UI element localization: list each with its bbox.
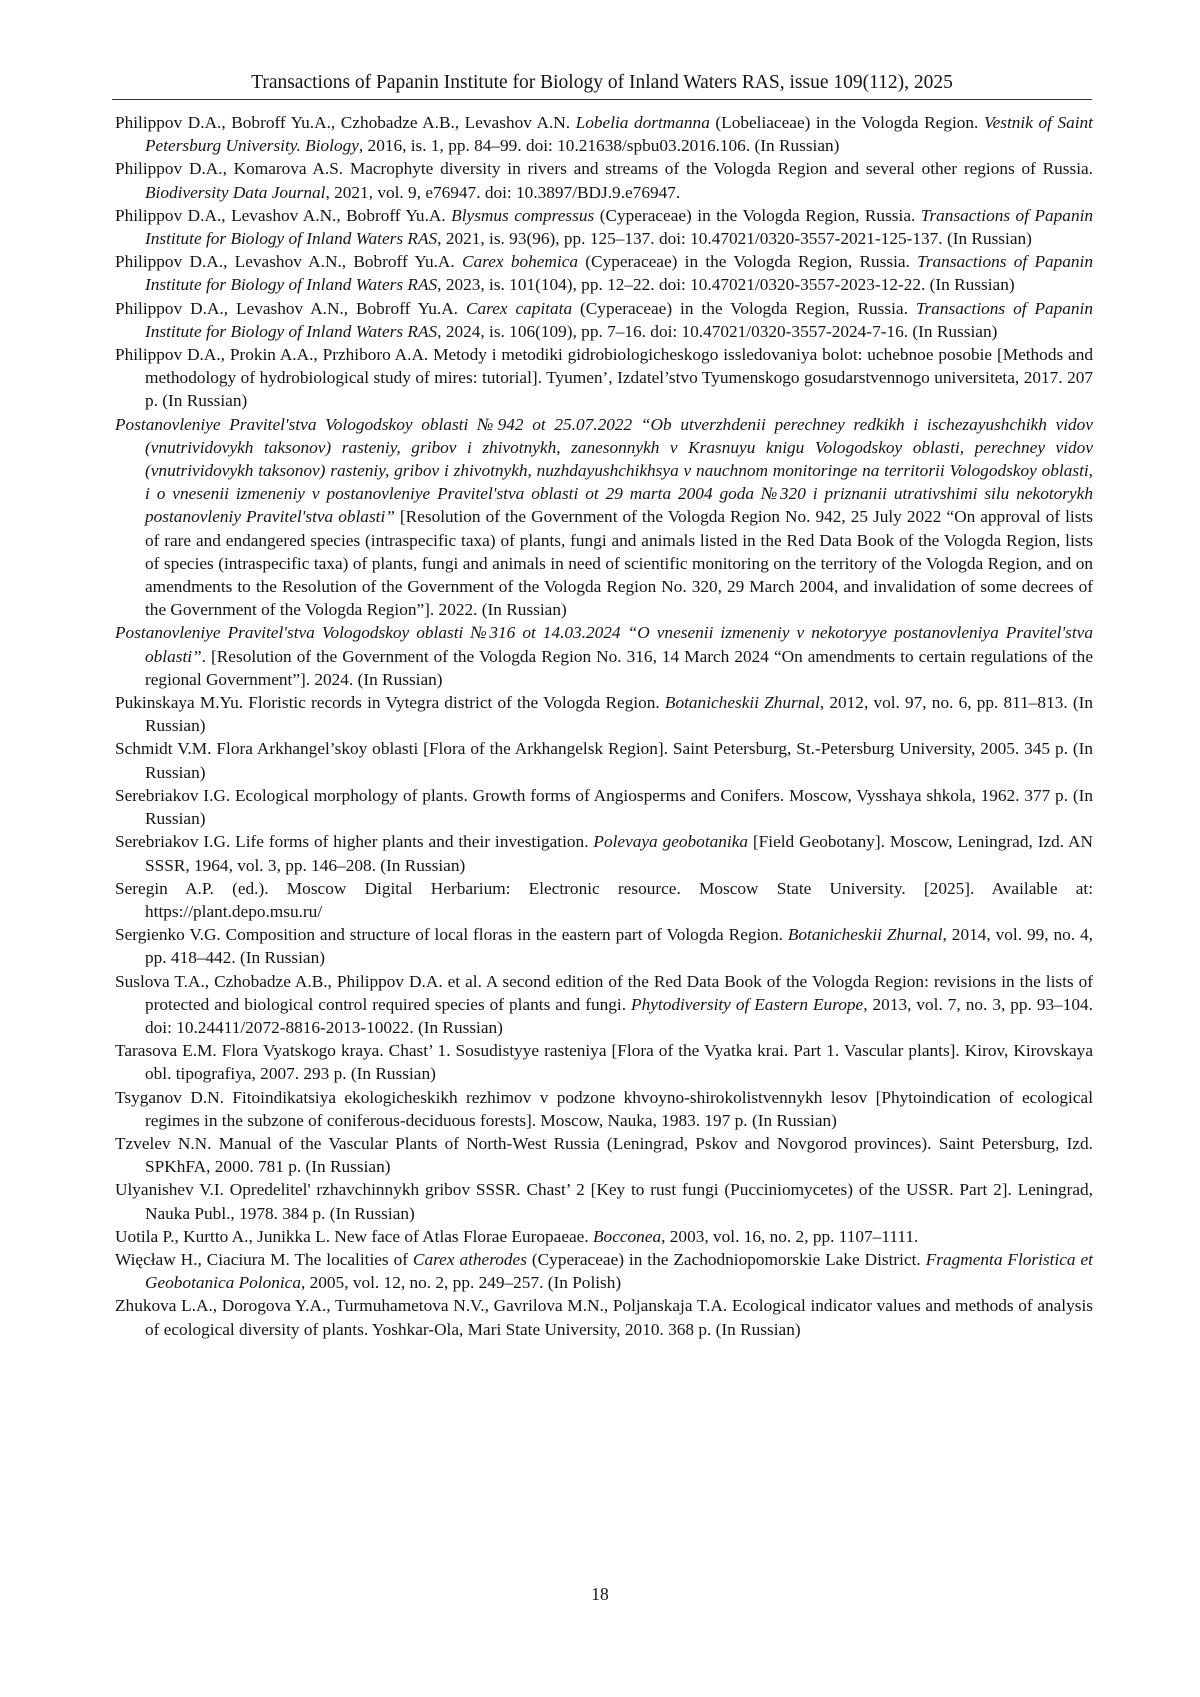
reference-text: Tarasova E.M. Flora Vyatskogo kraya. Chast’ 1. Sosudistyye rasteniya [Flora of the Vyatka krai. Part 1. Vascular plants]. Kirov, Kirovskaya obl. tipografiya, 2007. 293 p. (In Russian) bbox=[115, 1041, 1093, 1083]
reference-text: , 2016, is. 1, pp. 84–99. doi: 10.21638/spbu03.2016.106. (In Russian) bbox=[359, 136, 840, 155]
header-divider bbox=[112, 99, 1092, 100]
reference-italic-text: Biodiversity Data Journal bbox=[145, 183, 325, 202]
reference-text: , 2021, is. 93(96), pp. 125–137. doi: 10.47021/0320-3557-2021-125-137. (In Russian) bbox=[437, 229, 1032, 248]
reference-text: , 2021, vol. 9, e76947. doi: 10.3897/BDJ.9.e76947. bbox=[325, 183, 680, 202]
reference-text: Więcław H., Ciaciura M. The localities of bbox=[115, 1250, 413, 1269]
reference-text: Serebriakov I.G. Ecological morphology of plants. Growth forms of Angiosperms and Conifers. Moscow, Vysshaya shkola, 1962. 377 p. (In Russian) bbox=[115, 786, 1093, 828]
reference-entry bbox=[115, 413, 1093, 622]
reference-entry bbox=[115, 737, 1093, 783]
reference-text: Philippov D.A., Levashov A.N., Bobroff Yu.A. bbox=[115, 299, 466, 318]
reference-entry bbox=[115, 1039, 1093, 1085]
reference-text: Suslova T.A., Czhobadze A.B., Philippov D.A. et al. A second edition of the Red Data Book of the Vologda Region: revisions in the lists of protected and biological control required species of plants and fungi. bbox=[115, 972, 1093, 1014]
reference-text: Seregin A.P. (ed.). Moscow Digital Herbarium: Electronic resource. Moscow State University. [2025]. Available at: https://plant.depo.msu.ru/ bbox=[115, 879, 1093, 921]
reference-italic-text: Carex atherodes bbox=[413, 1250, 527, 1269]
reference-italic-text: Carex capitata bbox=[466, 299, 572, 318]
reference-text: [Resolution of the Government of the Vologda Region No. 942, 25 July 2022 “On approval of lists of rare and endangered species (intraspecific taxa) of plants, fungi and animals listed in the Red Data Book of the Vologda Region, lists of species (intraspecific taxa) of plants, fungi and animals in need of scientific monitoring on the territory of the Vologda Region, and on amendments to the Resolution of the Government of the Vologda Region No. 320, 29 March 2004, and inval­idation of some decrees of the Government of the Vologda Region”]. 2022. (In Russian) bbox=[145, 507, 1093, 619]
reference-italic-text: Carex bohemica bbox=[462, 252, 578, 271]
reference-text: , 2024, is. 106(109), pp. 7–16. doi: 10.47021/0320-3557-2024-7-16. (In Russian) bbox=[437, 322, 997, 341]
reference-entry bbox=[115, 1225, 1093, 1248]
reference-text: (Cyperaceae) in the Vologda Region, Russia. bbox=[572, 299, 916, 318]
reference-entry bbox=[115, 1294, 1093, 1340]
reference-entry bbox=[115, 923, 1093, 969]
reference-text: Tsyganov D.N. Fitoindikatsiya ekologicheskikh rezhimov v podzone khvoyno-shirokolistvennykh lesov [Phytoindication of ecological regimes in the subzone of coniferous-deciduous forests]. Moscow, Nauka, 1983. 197 p. (In Russian) bbox=[115, 1088, 1093, 1130]
reference-text: Tzvelev N.N. Manual of the Vascular Plants of North-West Russia (Leningrad, Pskov and Novgorod provinces). Saint Petersburg, Izd. SPKhFA, 2000. 781 p. (In Russian) bbox=[115, 1134, 1093, 1176]
reference-text: . [Resolution of the Government of the Vologda Region No. 316, 14 March 2024 “On amendments to certain regulations of the regional Government”]. 2024. (In Russian) bbox=[145, 647, 1093, 689]
reference-text: Philippov D.A., Prokin A.A., Przhiboro A.A. Metody i metodiki gidrobiologicheskogo issledovaniya bolot: uchebnoe posobie [Methods and methodology of hydrobiological study of mires: tutorial]. Tyumen’, Izdatel’stvo Tyumenskogo gosudarstvennogo universiteta, 2017. 207 p. (In Russian) bbox=[115, 345, 1093, 410]
reference-text: (Cyperaceae) in the Zachodniopomorskie Lake District. bbox=[527, 1250, 926, 1269]
reference-text: Serebriakov I.G. Life forms of higher plants and their investigation. bbox=[115, 832, 593, 851]
reference-text: Philippov D.A., Levashov A.N., Bobroff Yu.A. bbox=[115, 206, 451, 225]
reference-entry bbox=[115, 111, 1093, 157]
reference-text: Philippov D.A., Komarova A.S. Macrophyte diversity in rivers and streams of the Vologda Region and several other regions of Russia. bbox=[115, 159, 1093, 178]
reference-text: , 2014, vol. 99, no. 4, pp. 418–442. (In Russian) bbox=[145, 925, 1093, 967]
reference-entry bbox=[115, 157, 1093, 203]
reference-italic-text: Trans­actions of Papanin Institute for Biology of Inland Waters RAS bbox=[145, 206, 1093, 248]
reference-entry bbox=[115, 297, 1093, 343]
reference-text: , 2003, vol. 16, no. 2, pp. 1107–1111. bbox=[661, 1227, 918, 1246]
reference-italic-text: Transac­tions of Papanin Institute for Biology of Inland Waters RAS bbox=[145, 299, 1093, 341]
reference-text: [Field Geobotany]. Moscow, Leningrad, Izd. AN SSSR, 1964, vol. 3, pp. 146–208. (In Russian) bbox=[145, 832, 1093, 874]
reference-entry bbox=[115, 204, 1093, 250]
reference-entry bbox=[115, 621, 1093, 691]
reference-text: , 2005, vol. 12, no. 2, pp. 249–257. (In Polish) bbox=[301, 1273, 621, 1292]
reference-text: Sergienko V.G. Composition and structure of local floras in the eastern part of Vologda Region. bbox=[115, 925, 788, 944]
reference-entry bbox=[115, 970, 1093, 1040]
reference-text: Pukinskaya M.Yu. Floristic records in Vytegra district of the Vologda Region. bbox=[115, 693, 665, 712]
reference-text: (Cyperaceae) in the Vologda Region, Russia. bbox=[578, 252, 917, 271]
reference-italic-text: Lobelia dortmanna bbox=[576, 113, 710, 132]
reference-entry bbox=[115, 784, 1093, 830]
reference-italic-text: Bocconea bbox=[593, 1227, 661, 1246]
reference-italic-text: Frag­menta Floristica et Geobotanica Polonica bbox=[145, 1250, 1093, 1292]
reference-text: Uotila P., Kurtto A., Junikka L. New face of Atlas Florae Europaeae. bbox=[115, 1227, 593, 1246]
reference-text: Zhukova L.A., Dorogova Y.A., Turmuhametova N.V., Gavrilova M.N., Poljanskaja T.A. Ecological indicator values and methods of analysis of ecological diversity of plants. Yoshkar-Ola, Mari State University, 2010. 368 p. (In Russian) bbox=[115, 1296, 1093, 1338]
reference-text: , 2012, vol. 97, no. 6, pp. 811–813. (In Russian) bbox=[145, 693, 1093, 735]
reference-text: , 2013, vol. 7, no. 3, pp. 93–104. doi: 10.24411/2072-8816-2013-10022. (In Russian) bbox=[145, 995, 1093, 1037]
reference-entry bbox=[115, 830, 1093, 876]
reference-entry bbox=[115, 1132, 1093, 1178]
reference-entry bbox=[115, 250, 1093, 296]
reference-italic-text: Postanovleniye Pravitel'stva Vologodskoy oblasti №942 ot 25.07.2022 “Ob utverzhdenii perechney redkikh i is­chezayushchikh vidov (vnutrividovykh taksonov) rasteniy, gribov i zhivotnykh, zanesonnykh v Krasnuyu knigu Volo­godskoy oblasti, perechney vidov (vnutrividovykh taksonov) rasteniy, gribov i zhivotnykh, nuzhdayushchikhsya v nauchnom monitoringe na territorii Vologodskoy oblasti, i o vnesenii izmeneniy v postanovleniye Pravitel'stva oblasti ot 29 marta 2004 goda №320 i priznanii utrativshimi silu nekotorykh postanovleniy Pravitel'stva oblasti” bbox=[115, 415, 1093, 527]
reference-entry bbox=[115, 877, 1093, 923]
reference-text: Philippov D.A., Levashov A.N., Bobroff Yu.A. bbox=[115, 252, 462, 271]
reference-italic-text: Phytodiversity of Eastern Europe bbox=[631, 995, 863, 1014]
reference-italic-text: Polevaya geobotanika bbox=[593, 832, 748, 851]
reference-entry bbox=[115, 1086, 1093, 1132]
running-header: Transactions of Papanin Institute for Biology of Inland Waters RAS, issue 109(112), 2025 bbox=[112, 70, 1092, 96]
reference-text: (Cyperaceae) in the Vologda Region, Russia. bbox=[594, 206, 921, 225]
reference-entry bbox=[115, 343, 1093, 413]
reference-italic-text: Blysmus compressus bbox=[451, 206, 594, 225]
reference-text: Ulyanishev V.I. Opredelitel' rzhavchinnykh gribov SSSR. Chast’ 2 [Key to rust fungi (Pucciniomycetes) of the USSR. Part 2]. Leningrad, Nauka Publ., 1978. 384 p. (In Russian) bbox=[115, 1180, 1093, 1222]
reference-text: , 2023, is. 101(104), pp. 12–22. doi: 10.47021/0320-3557-2023-12-22. (In Russian) bbox=[437, 275, 1014, 294]
reference-italic-text: Botanicheskii Zhurnal bbox=[788, 925, 943, 944]
reference-text: Schmidt V.M. Flora Arkhangel’skoy oblasti [Flora of the Arkhangelsk Region]. Saint Petersburg, St.-Petersburg Univer­sity, 2005. 345 p. (In Russian) bbox=[115, 739, 1093, 781]
reference-text: (Lobeliaceae) in the Vologda Region. bbox=[710, 113, 984, 132]
reference-italic-text: Postanovleniye Pravitel'stva Vologodskoy oblasti №316 ot 14.03.2024 “O vnesenii izmeneniy v nekotoryye post­anovleniya Pravitel'stva oblasti” bbox=[115, 623, 1093, 665]
reference-italic-text: Transac­tions of Papanin Institute for Biology of Inland Waters RAS bbox=[145, 252, 1093, 294]
reference-list bbox=[115, 111, 1093, 1341]
page-number: 18 bbox=[0, 1584, 1200, 1605]
reference-entry bbox=[115, 691, 1093, 737]
reference-entry bbox=[115, 1248, 1093, 1294]
reference-italic-text: Botanicheskii Zhurnal bbox=[665, 693, 820, 712]
reference-italic-text: Vestnik of Saint Petersburg University. Biology bbox=[145, 113, 1093, 155]
reference-entry bbox=[115, 1178, 1093, 1224]
reference-text: Philippov D.A., Bobroff Yu.A., Czhobadze A.B., Levashov A.N. bbox=[115, 113, 576, 132]
